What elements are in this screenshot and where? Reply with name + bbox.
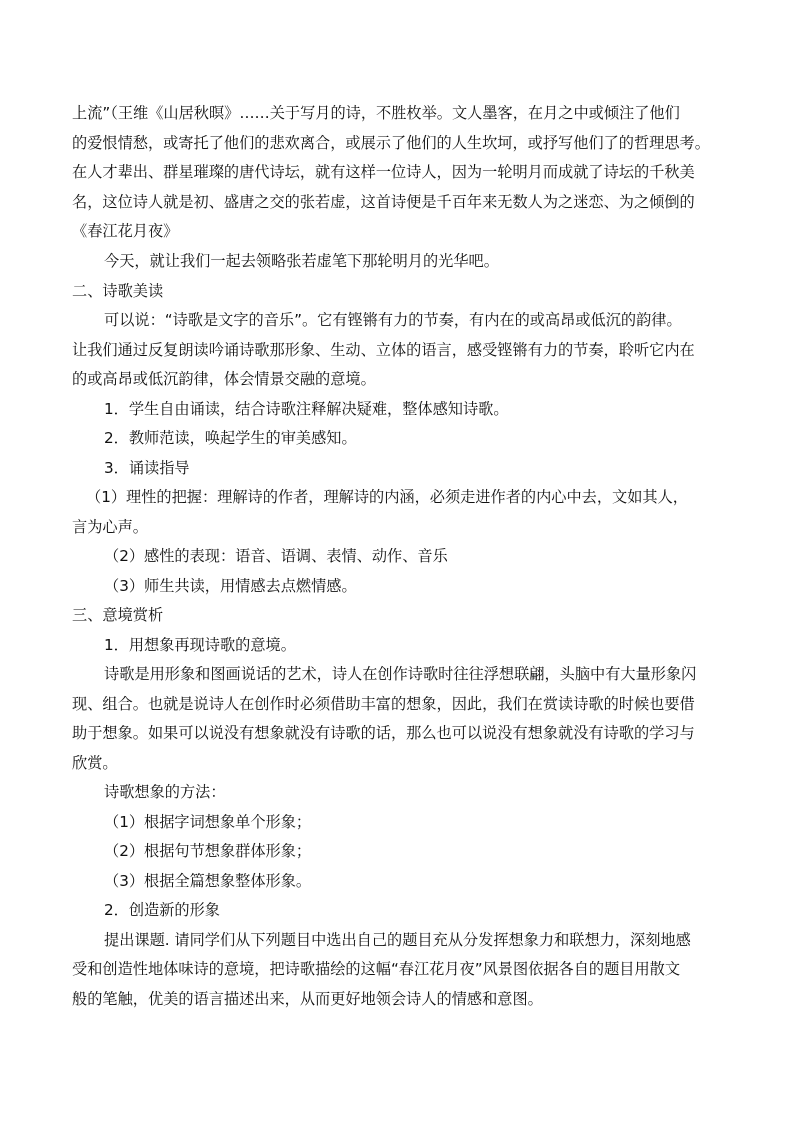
section2-item-3: 3．诵读指导	[104, 459, 190, 477]
method-item-1: （1）根据字词想象单个形象；	[104, 813, 312, 831]
section3-para-line-1: 诗歌是用形象和图画说话的艺术，诗人在创作诗歌时往往浮想联翩，头脑中有大量形象闪	[104, 665, 697, 683]
intro-line-6: 今天，就让我们一起去领略张若虚笔下那轮明月的光华吧。	[104, 252, 499, 270]
method-item-2: （2）根据句节想象群体形象；	[104, 842, 312, 860]
method-item-3: （3）根据全篇想象整体形象。	[104, 872, 312, 890]
section2-sub-2: （2）感性的表现：语音、语调、表情、动作、音乐	[104, 547, 448, 565]
task-line-2: 受和创造性地体味诗的意境，把诗歌描绘的这幅“春江花月夜”风景图依据各自的题目用散文	[72, 960, 681, 978]
intro-line-1: 上流”（王维《山居秋暝》……关于写月的诗，不胜枚举。文人墨客，在月之中或倾注了他们	[72, 104, 680, 122]
section3-para-line-4: 欣赏。	[72, 754, 118, 772]
section2-para-line-2: 让我们通过反复朗读吟诵诗歌那形象、生动、立体的语言，感受铿锵有力的节奏，聆听它内在	[72, 341, 695, 359]
section-heading-2: 二、诗歌美读	[72, 282, 164, 300]
section3-item-2: 2．创造新的形象	[104, 901, 220, 919]
section-heading-3: 三、意境赏析	[72, 606, 164, 624]
section3-item-1: 1．用想象再现诗歌的意境。	[104, 636, 296, 654]
section2-para-line-1: 可以说：“诗歌是文字的音乐”。它有铿锵有力的节奏，有内在的或高昂或低沉的韵律。	[104, 311, 682, 329]
section3-para-line-2: 现、组合。也就是说诗人在创作时必须借助丰富的想象，因此，我们在赏读诗歌的时候也要借	[72, 695, 695, 713]
section2-item-2: 2．教师范读，唤起学生的审美感知。	[104, 429, 357, 447]
section2-item-1: 1．学生自由诵读，结合诗歌注释解决疑难，整体感知诗歌。	[104, 400, 509, 418]
section3-para-line-3: 助于想象。如果可以说没有想象就没有诗歌的话，那么也可以说没有想象就没有诗歌的学习与	[72, 724, 695, 742]
intro-line-4: 名，这位诗人就是初、盛唐之交的张若虚，这首诗便是千百年来无数人为之迷恋、为之倾倒的	[72, 193, 695, 211]
section2-sub-1-line-2: 言为心声。	[72, 518, 148, 536]
intro-line-3: 在人才辈出、群星璀璨的唐代诗坛，就有这样一位诗人，因为一轮明月而成就了诗坛的千秋美	[72, 163, 695, 181]
section2-para-line-3: 的或高昂或低沉韵律，体会情景交融的意境。	[72, 370, 376, 388]
intro-line-2: 的爱恨情愁，或寄托了他们的悲欢离合，或展示了他们的人生坎坷，或抒写他们了的哲理思考。	[72, 134, 710, 152]
intro-line-5: 《春江花月夜》	[72, 222, 179, 240]
section2-sub-3: （3）师生共读，用情感去点燃情感。	[104, 577, 357, 595]
section2-sub-1-line-1: （1）理性的把握：理解诗的作者，理解诗的内涵，必须走进作者的内心中去，文如其人，	[86, 488, 688, 506]
methods-title: 诗歌想象的方法：	[104, 783, 226, 801]
task-line-3: 般的笔触，优美的语言描述出来，从而更好地领会诗人的情感和意图。	[72, 990, 543, 1008]
task-line-1: 提出课题. 请同学们从下列题目中选出自己的题目充从分发挥想象力和联想力，深刻地感	[104, 931, 691, 949]
